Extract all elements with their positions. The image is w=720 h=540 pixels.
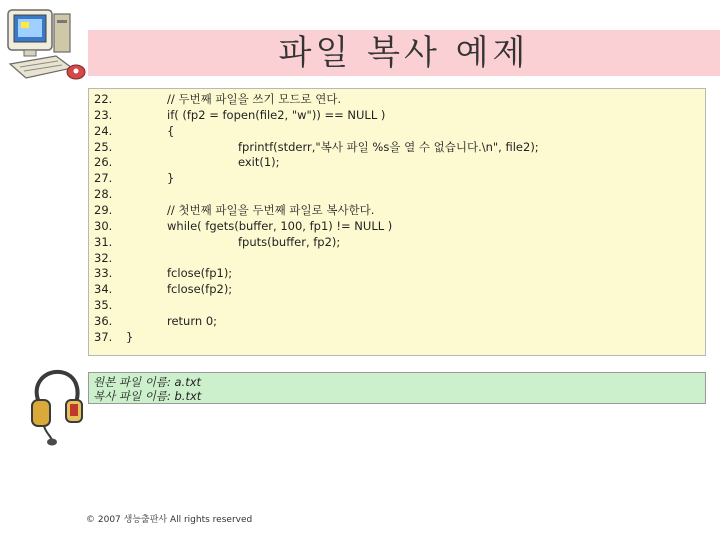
code-line-number: 25.	[94, 139, 113, 154]
code-line-number: 35.	[94, 298, 113, 313]
code-line-number: 26.	[94, 155, 113, 170]
code-line-text: exit(1);	[238, 155, 280, 170]
code-line-number: 33.	[94, 266, 113, 281]
code-line-number: 28.	[94, 187, 113, 202]
code-line-text: fclose(fp1);	[167, 266, 233, 281]
computer-icon	[2, 4, 94, 86]
code-line-text: while( fgets(buffer, 100, fp1) != NULL )	[167, 218, 393, 233]
code-line-number: 34.	[94, 282, 113, 297]
code-line-number: 31.	[94, 234, 113, 249]
code-line-number: 36.	[94, 313, 113, 328]
code-line-number: 32.	[94, 250, 113, 265]
code-line-number: 30.	[94, 218, 113, 233]
slide-title: 파일 복사 예제	[278, 33, 530, 73]
code-line-text: fputs(buffer, fp2);	[238, 234, 341, 249]
code-line-number: 23.	[94, 107, 113, 122]
output-line-copy: 복사 파일 이름: b.txt	[93, 389, 202, 403]
output-line-source: 원본 파일 이름: a.txt	[93, 375, 202, 389]
code-line-number: 22.	[94, 92, 113, 106]
code-line-text: {	[167, 123, 175, 138]
headset-icon	[26, 364, 86, 446]
code-line-text: fprintf(stderr,"복사 파일 %s을 열 수 없습니다.\n", file2);	[238, 139, 539, 154]
code-line-text: if( (fp2 = fopen(file2, "w")) == NULL )	[167, 107, 386, 122]
copyright-footer: © 2007 생능출판사 All rights reserved	[86, 515, 253, 525]
code-line-text: return 0;	[167, 313, 218, 328]
program-output	[88, 372, 706, 404]
code-line-number: 29.	[94, 202, 113, 217]
code-line-text: }	[167, 171, 175, 186]
code-line-number: 24.	[94, 123, 113, 138]
code-line-text: // 두번째 파일을 쓰기 모드로 연다.	[167, 92, 342, 106]
code-line-number: 27.	[94, 171, 113, 186]
code-line-number: 37.	[94, 329, 113, 344]
code-line-text: // 첫번째 파일을 두번째 파일로 복사한다.	[167, 202, 375, 217]
code-line-text: fclose(fp2);	[167, 282, 233, 297]
code-line-text: }	[126, 329, 134, 344]
